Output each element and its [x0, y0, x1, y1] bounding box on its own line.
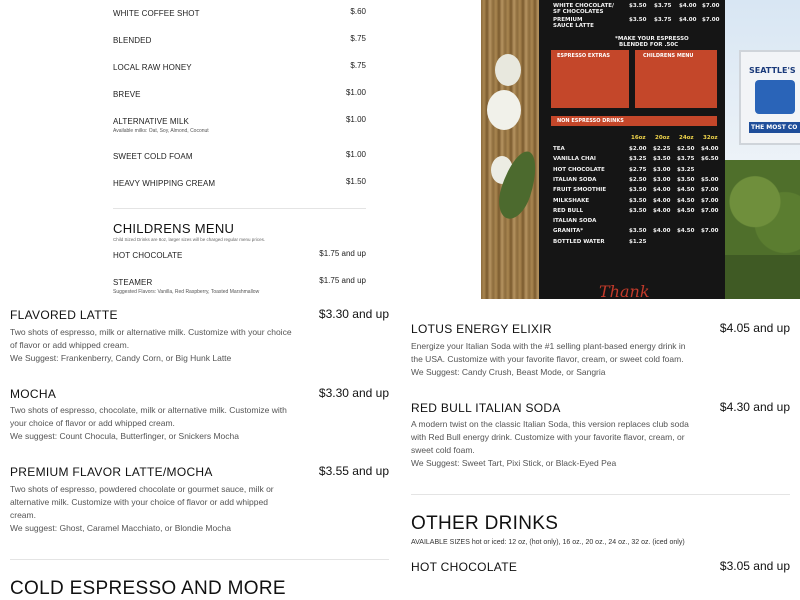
item-price: $4.05 and up [719, 321, 790, 335]
board-row-price: $4.50 [677, 187, 695, 194]
item-description [411, 340, 701, 379]
childrens-board-title: CHILDRENS MENU [643, 53, 694, 59]
board-row-price: $7.00 [701, 197, 719, 204]
item-name: FLAVORED LATTE [10, 308, 118, 322]
board-row-price: $7.00 [701, 207, 719, 214]
description-line: We Suggest: Frankenberry, Candy Corn, or Big Hunk Latte [10, 353, 232, 363]
board-row-name: MILKSHAKE [553, 197, 590, 204]
divider [10, 559, 389, 560]
coffee-sign [739, 50, 800, 145]
item-description [10, 404, 310, 443]
sign-logo [755, 80, 795, 114]
description-line: We Suggest: Sweet Tart, Pixi Stick, or Black-Eyed Pea [411, 458, 617, 468]
description-line: alternative milk. Customize with your choice of flavor or add whipped [10, 497, 268, 507]
item-price: $1.75 and up [319, 276, 366, 285]
item-name: PREMIUM FLAVOR LATTE/MOCHA [10, 465, 213, 479]
childrens-menu-title: CHILDRENS MENU [113, 221, 235, 236]
size-header: 24oz [679, 135, 694, 141]
board-row-price: $7.00 [702, 3, 720, 9]
board-row-price: $5.00 [701, 176, 719, 183]
description-line: the USA. Customize with your favorite flavor, cream, or sweet cold foam. [411, 354, 684, 364]
board-row-price: $4.00 [701, 146, 719, 152]
item-note: Suggested Flavors: Vanilla, Red Raspberry, Toasted Marshmallow [113, 289, 260, 295]
list-item [113, 9, 366, 23]
sign-text-top: SEATTLE'S [749, 66, 796, 75]
board-row-name: BOTTLED WATER [553, 238, 605, 245]
description-line: Two shots of espresso, milk or alternative milk. Customize with your choice [10, 327, 292, 337]
item-price: $3.05 and up [719, 559, 790, 573]
item-price: $3.55 and up [318, 464, 389, 478]
list-item [113, 115, 366, 134]
size-header: 20oz [655, 135, 670, 141]
description-line: of flavor or add whipped cream. [10, 340, 130, 350]
board-row-name: GRANITA* [553, 228, 584, 235]
board-row-price: $4.50 [677, 228, 695, 235]
board-row-price: $7.00 [701, 228, 719, 235]
sizes-text: hot or iced: 12 oz, (hot only), 16 oz., 20 oz., 24 oz., 32 oz. (iced only) [469, 539, 685, 546]
item-name: BLENDED [113, 36, 152, 45]
menu-board [539, 0, 725, 299]
description-line: Two shots of espresso, chocolate, milk or alternative milk. Customize with [10, 405, 287, 415]
board-thank-text: Thank [599, 282, 650, 299]
sizes-label: AVAILABLE SIZES [411, 539, 470, 546]
available-sizes-note [411, 539, 685, 546]
board-row-price: $3.25 [677, 166, 695, 173]
item-description [411, 418, 701, 470]
item-note: Available milks: Oat, Soy, Almond, Coconut [113, 128, 209, 134]
board-row-price: $7.00 [701, 187, 719, 194]
menu-board-photo [481, 0, 800, 299]
board-row-price: $4.00 [679, 17, 697, 23]
item-name: BREVE [113, 90, 141, 99]
item-price: $1.75 and up [319, 249, 366, 258]
divider [113, 208, 366, 209]
description-line: sweet cold foam. [411, 445, 475, 455]
item-name: RED BULL ITALIAN SODA [411, 401, 561, 415]
sign-text-bottom: THE MOST CO [749, 122, 800, 133]
board-row-price: $2.00 [629, 146, 647, 152]
list-item [113, 276, 366, 295]
size-header: 32oz [703, 135, 718, 141]
board-row-price: $4.00 [653, 197, 671, 204]
board-row-price: $3.50 [629, 187, 647, 194]
item-name: HOT CHOCOLATE [411, 560, 518, 574]
item-description [10, 326, 310, 365]
board-row-price: $3.50 [629, 3, 647, 9]
board-row-price: $3.50 [629, 197, 647, 204]
non-espresso-title: NON ESPRESSO DRINKS [557, 118, 624, 124]
item-price: $3.30 and up [318, 386, 389, 400]
description-line: We suggest: Count Chocula, Butterfinger, or Snickers Mocha [10, 431, 239, 441]
item-price: $1.00 [345, 88, 366, 97]
list-item [113, 251, 366, 265]
board-row-name: SF CHOCOLATES [553, 9, 604, 15]
board-row-price: $4.50 [677, 197, 695, 204]
item-name: STEAMER [113, 278, 153, 287]
board-blended-for: BLENDED FOR .50C [619, 42, 679, 48]
item-name: HEAVY WHIPPING CREAM [113, 179, 216, 188]
board-row-price: $3.75 [677, 156, 695, 163]
list-item [113, 152, 366, 166]
board-row-price: $3.50 [629, 17, 647, 23]
board-row-price: $3.50 [677, 176, 695, 183]
board-row-name: ITALIAN SODA [553, 176, 597, 183]
list-item [113, 63, 366, 77]
board-row-price: $4.50 [677, 207, 695, 214]
item-name: LOTUS ENERGY ELIXIR [411, 322, 552, 336]
description-line: your choice of flavor or add whipped cream. [10, 418, 175, 428]
board-row-price: $6.50 [701, 156, 719, 163]
board-row-name: HOT CHOCOLATE [553, 166, 605, 173]
ground-background [725, 255, 800, 299]
board-row-price: $3.25 [629, 156, 647, 163]
item-price: $4.30 and up [719, 400, 790, 414]
item-price: $.75 [350, 61, 366, 70]
board-row-name: RED BULL [553, 207, 584, 214]
description-line: Two shots of espresso, powdered chocolate or gourmet sauce, milk or [10, 484, 274, 494]
size-header: 16oz [631, 135, 646, 141]
description-line: cream. [10, 510, 36, 520]
item-price: $1.00 [345, 115, 366, 124]
item-price: $1.00 [345, 150, 366, 159]
item-description [10, 483, 310, 535]
item-price: $.75 [350, 34, 366, 43]
list-item [113, 90, 366, 104]
board-make-espresso: *MAKE YOUR ESPRESSO [615, 36, 689, 42]
board-row-name: PREMIUM [553, 17, 583, 23]
board-row-price: $7.00 [702, 17, 720, 23]
board-row-price: $3.50 [653, 156, 671, 163]
board-row-price: $3.00 [653, 166, 671, 173]
item-name: WHITE COFFEE SHOT [113, 9, 200, 18]
board-row-price: $4.00 [653, 207, 671, 214]
bamboo-wall [481, 0, 547, 299]
flower-decoration [487, 90, 521, 130]
board-row-price: $4.00 [653, 228, 671, 235]
item-name: MOCHA [10, 387, 57, 401]
description-line: with Red Bull energy drink. Customize with your favorite flavor, cream, or [411, 432, 685, 442]
board-row-price: $3.50 [629, 207, 647, 214]
board-row-price: $2.25 [653, 146, 671, 152]
board-row-price: $3.50 [629, 228, 647, 235]
item-name: ALTERNATIVE MILK [113, 117, 189, 126]
description-line: A modern twist on the classic Italian Soda, this version replaces club soda [411, 419, 689, 429]
description-line: Energize your Italian Soda with the #1 selling plant-based energy drink in [411, 341, 686, 351]
board-row-price: $1.25 [629, 238, 647, 245]
espresso-extras-title: ESPRESSO EXTRAS [557, 53, 610, 59]
board-row-price: $3.75 [654, 3, 672, 9]
description-line: We suggest: Ghost, Caramel Macchiato, or Blondie Mocha [10, 523, 231, 533]
board-row-price: $3.75 [654, 17, 672, 23]
board-row-price: $3.00 [653, 176, 671, 183]
other-drinks-title: OTHER DRINKS [411, 513, 559, 534]
board-row-price: $2.50 [677, 146, 695, 152]
list-item [113, 36, 366, 50]
item-name: HOT CHOCOLATE [113, 251, 183, 260]
description-line: We Suggest: Candy Crush, Beast Mode, or Sangria [411, 367, 606, 377]
board-row-name: ITALIAN SODA [553, 218, 597, 225]
divider [411, 494, 790, 495]
board-row-name: VANILLA CHAI [553, 156, 596, 163]
board-row-name: TEA [553, 146, 565, 152]
board-row-name: WHITE CHOCOLATE/ [553, 3, 615, 9]
item-name: LOCAL RAW HONEY [113, 63, 192, 72]
cold-espresso-section-title: COLD ESPRESSO AND MORE [10, 578, 286, 599]
item-price: $.60 [350, 7, 366, 16]
board-row-name: FRUIT SMOOTHIE [553, 187, 607, 194]
childrens-menu-note: Child Sized Drinks are 8oz, larger sizes will be charged regular menu prices. [113, 237, 266, 242]
board-row-price: $4.00 [653, 187, 671, 194]
item-price: $1.50 [345, 177, 366, 186]
item-price: $3.30 and up [318, 307, 389, 321]
board-row-price: $2.50 [629, 176, 647, 183]
board-row-name: SAUCE LATTE [553, 23, 594, 29]
board-row-price: $2.75 [629, 166, 647, 173]
item-name: SWEET COLD FOAM [113, 152, 193, 161]
list-item [113, 179, 366, 193]
board-row-price: $4.00 [679, 3, 697, 9]
